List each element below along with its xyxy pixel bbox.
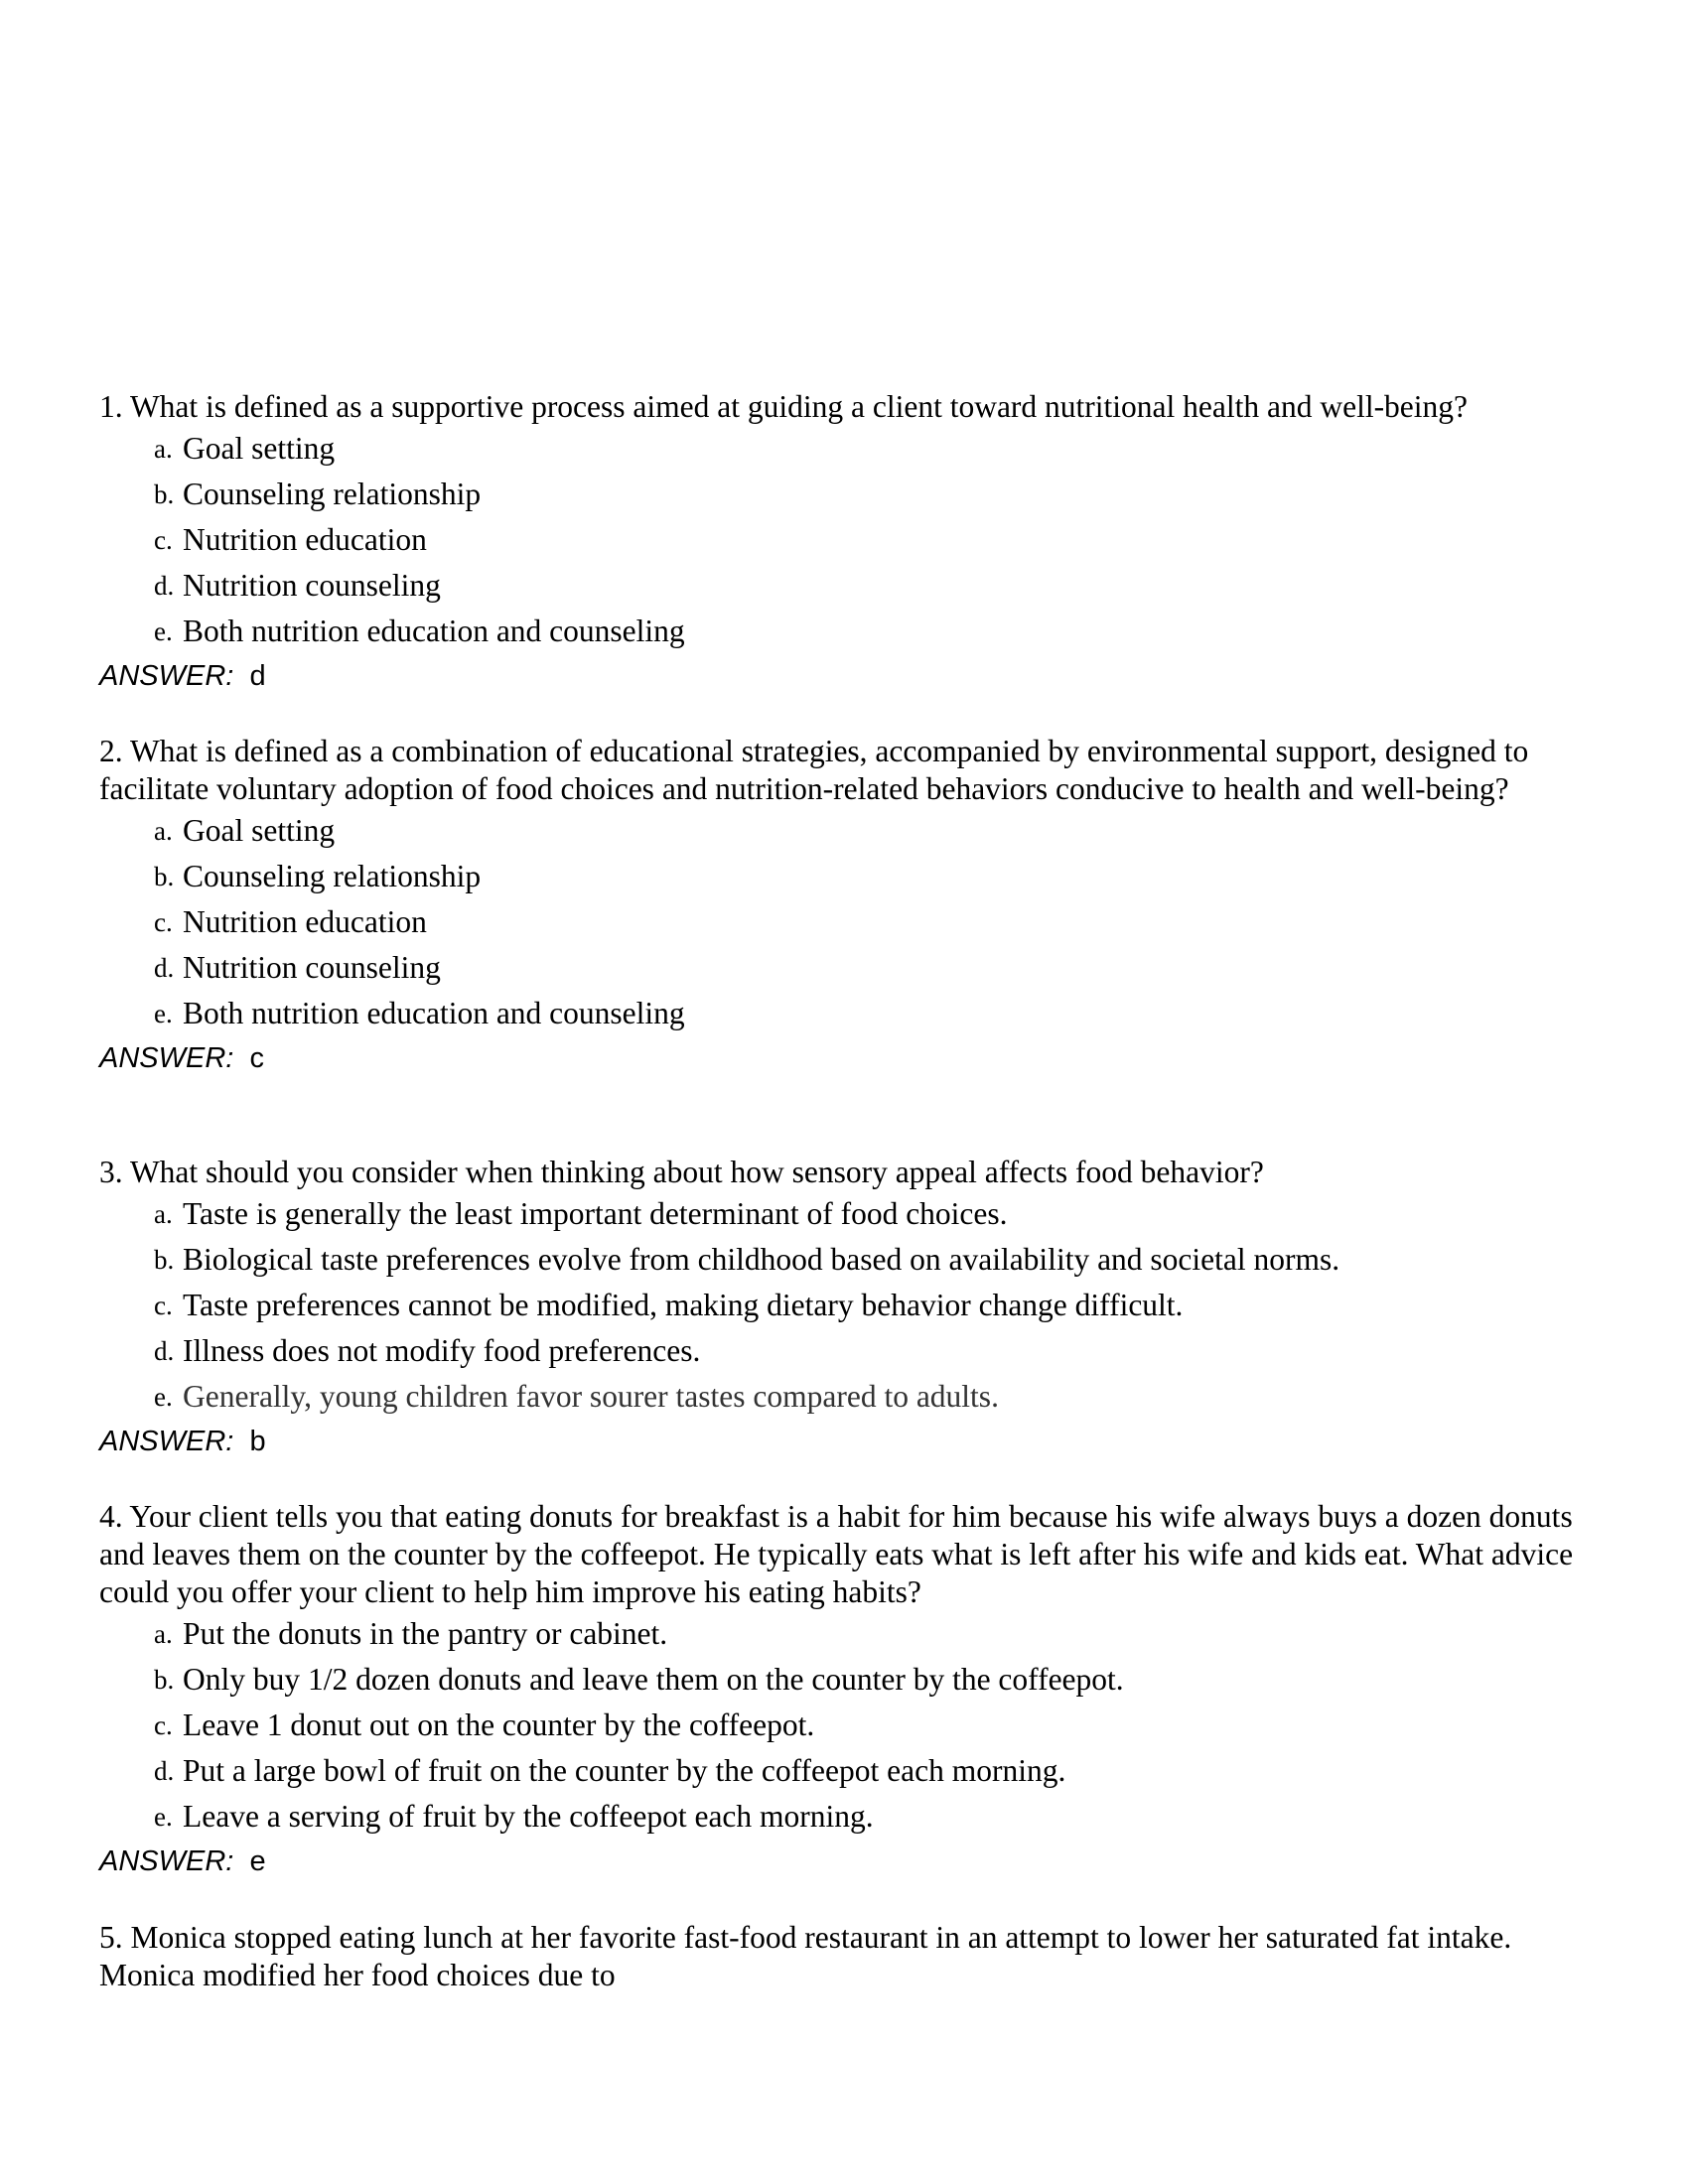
option-text: Goal setting <box>183 813 336 848</box>
answer <box>99 1840 1579 1883</box>
option-text: Both nutrition education and counseling <box>183 614 685 648</box>
option-d <box>99 1328 1579 1374</box>
question-stem <box>99 1498 1579 1611</box>
question-text: What is defined as a combination of educational strategies, accompanied by environmental support, designed to facilitate voluntary adoption of food choices and nutrition-related behaviors conducive to health and well-being? <box>99 734 1529 806</box>
question-number: 1. <box>99 389 123 424</box>
answer-label: ANSWER: <box>99 1426 234 1457</box>
option-letter: d. <box>154 1756 175 1786</box>
option-letter: c. <box>154 907 173 937</box>
answer-label: ANSWER: <box>99 1042 234 1074</box>
question-number: 3. <box>99 1155 123 1189</box>
option-text: Nutrition education <box>183 904 427 939</box>
question-number: 2. <box>99 734 123 768</box>
question-4 <box>99 1498 1579 1883</box>
question-number: 4. <box>99 1499 123 1534</box>
option-letter: a. <box>154 434 173 464</box>
option-d <box>99 1748 1579 1794</box>
option-e <box>99 609 1579 654</box>
option-c <box>99 899 1579 945</box>
option-letter: e. <box>154 616 173 646</box>
option-letter: b. <box>154 479 175 509</box>
option-text: Leave a serving of fruit by the coffeepot each morning. <box>183 1799 874 1834</box>
option-text: Counseling relationship <box>183 859 482 893</box>
option-a <box>99 1611 1579 1657</box>
question-stem <box>99 1154 1579 1191</box>
question-5 <box>99 1919 1579 1994</box>
option-a <box>99 426 1579 472</box>
option-letter: c. <box>154 1710 173 1740</box>
option-letter: e. <box>154 1382 173 1412</box>
option-letter: b. <box>154 1245 175 1275</box>
option-letter: d. <box>154 571 175 601</box>
option-d <box>99 563 1579 609</box>
option-text: Nutrition counseling <box>183 568 441 603</box>
option-letter: e. <box>154 999 173 1028</box>
option-letter: a. <box>154 816 173 846</box>
option-text: Goal setting <box>183 431 336 466</box>
option-text: Both nutrition education and counseling <box>183 996 685 1030</box>
option-text: Illness does not modify food preferences. <box>183 1333 701 1368</box>
option-text: Biological taste preferences evolve from childhood based on availability and societal norms. <box>183 1242 1340 1277</box>
question-stem <box>99 733 1579 808</box>
answer-value: c <box>249 1042 264 1074</box>
option-e <box>99 991 1579 1036</box>
option-letter: a. <box>154 1619 173 1649</box>
option-text: Taste is generally the least important determinant of food choices. <box>183 1196 1008 1231</box>
question-text: What is defined as a supportive process aimed at guiding a client toward nutritional health and well-being? <box>129 389 1469 424</box>
option-letter: b. <box>154 1665 175 1695</box>
question-3 <box>99 1154 1579 1463</box>
option-text: Generally, young children favor sourer tastes compared to adults. <box>183 1379 999 1414</box>
answer-label: ANSWER: <box>99 660 234 692</box>
option-letter: c. <box>154 1291 173 1320</box>
answer-value: b <box>249 1426 266 1457</box>
option-b <box>99 1657 1579 1703</box>
option-d <box>99 945 1579 991</box>
option-b <box>99 472 1579 517</box>
option-e <box>99 1374 1579 1420</box>
option-letter: b. <box>154 862 175 891</box>
option-letter: a. <box>154 1199 173 1229</box>
option-c <box>99 1283 1579 1328</box>
question-1 <box>99 388 1579 698</box>
answer-value: d <box>249 660 266 692</box>
option-a <box>99 1191 1579 1237</box>
answer-label: ANSWER: <box>99 1845 234 1877</box>
option-b <box>99 1237 1579 1283</box>
option-text: Nutrition counseling <box>183 950 441 985</box>
option-text: Counseling relationship <box>183 477 482 511</box>
option-text: Nutrition education <box>183 522 427 557</box>
option-text: Put a large bowl of fruit on the counter by the coffeepot each morning. <box>183 1753 1066 1788</box>
answer <box>99 1420 1579 1463</box>
option-letter: c. <box>154 525 173 555</box>
option-letter: d. <box>154 953 175 983</box>
question-text: What should you consider when thinking about how sensory appeal affects food behavior? <box>129 1155 1264 1189</box>
option-c <box>99 1703 1579 1748</box>
question-2 <box>99 733 1579 1080</box>
question-text: Monica stopped eating lunch at her favorite fast-food restaurant in an attempt to lower her saturated fat intake. Monica modified her food choices due to <box>99 1920 1512 1992</box>
answer <box>99 654 1579 698</box>
option-text: Leave 1 donut out on the counter by the coffeepot. <box>183 1707 815 1742</box>
question-stem <box>99 1919 1579 1994</box>
question-number: 5. <box>99 1920 123 1955</box>
option-letter: e. <box>154 1802 173 1832</box>
option-a <box>99 808 1579 854</box>
answer-value: e <box>249 1845 266 1877</box>
question-stem <box>99 388 1579 426</box>
option-text: Taste preferences cannot be modified, making dietary behavior change difficult. <box>183 1288 1184 1322</box>
option-letter: d. <box>154 1336 175 1366</box>
answer <box>99 1036 1579 1080</box>
option-e <box>99 1794 1579 1840</box>
option-b <box>99 854 1579 899</box>
option-text: Put the donuts in the pantry or cabinet. <box>183 1616 668 1651</box>
option-text: Only buy 1/2 dozen donuts and leave them on the counter by the coffeepot. <box>183 1662 1124 1697</box>
question-text: Your client tells you that eating donuts for breakfast is a habit for him because his wife always buys a dozen donuts and leaves them on the counter by the coffeepot. He typically eats what is left after his wife and kids eat. What advice could you offer your client to help him improve his eating habits? <box>99 1499 1574 1609</box>
option-c <box>99 517 1579 563</box>
